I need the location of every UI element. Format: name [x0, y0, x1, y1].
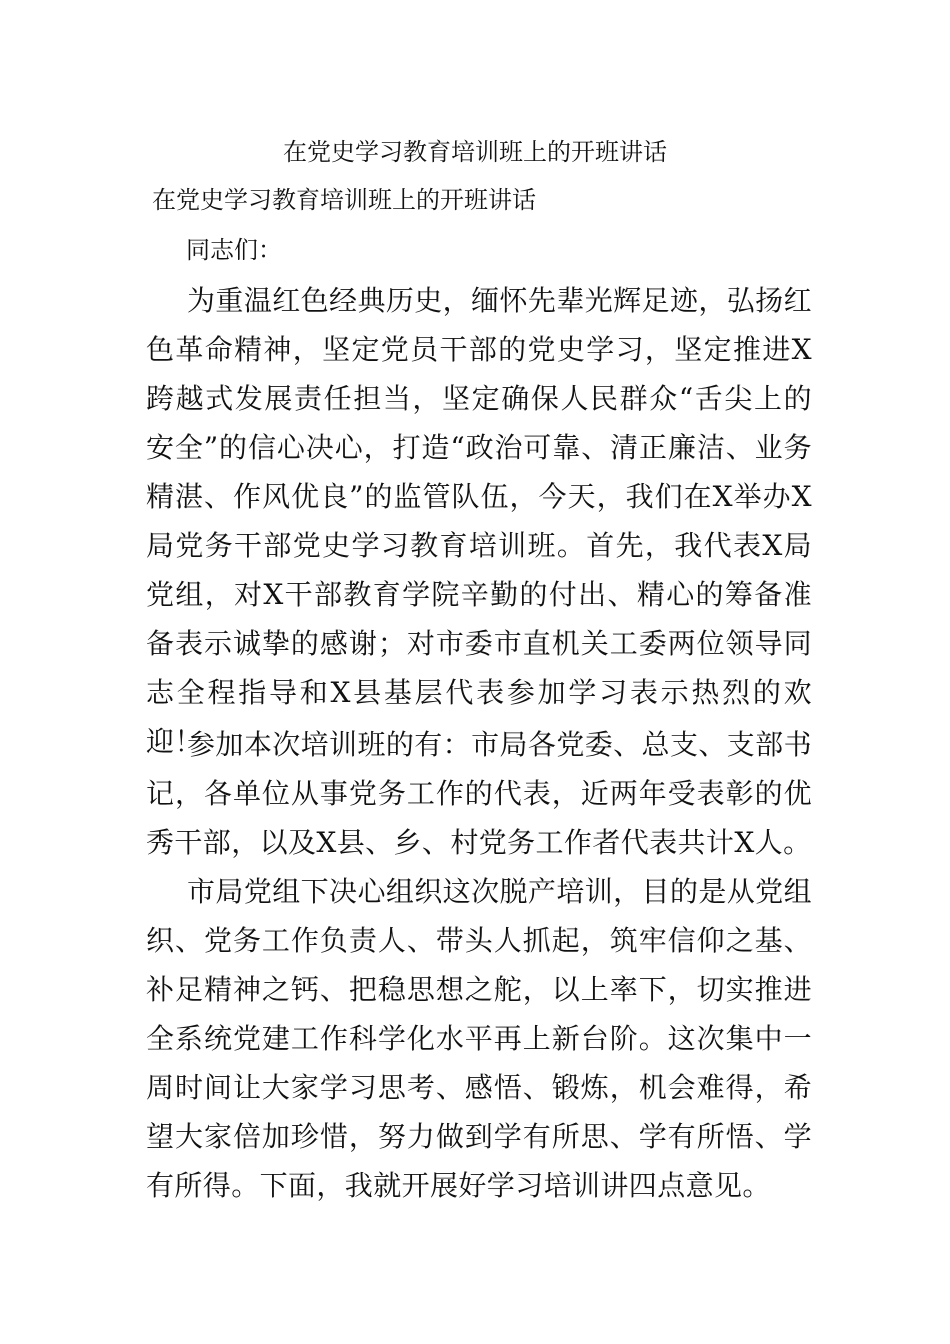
salutation: 同志们： — [186, 236, 282, 264]
paragraph-opening: 为重温红色经典历史，缅怀先辈光辉足迹，弘扬红色革命精神，坚定党员干部的党史学习，坚定推进X跨越式发展责任担当，坚定确保人民群众“舌尖上的安全”的信心决心，打造“政治可靠、清正廉洁、业务精湛、作风优良”的监管队伍，今天，我们在X举办X局党务干部党史学习教育培训班。首先，我代表X局党组，对X干部教育学院辛勤的付出、精心的筹备准备表示诚挚的感谢；对市委市直机关工委两位领导同志全程指导和X县基层代表参加学习表示热烈的欢迎！ — [146, 284, 812, 758]
paragraph-purpose: 市局党组下决心组织这次脱产培训，目的是从党组织、党务工作负责人、带头人抓起，筑牢信仰之基、补足精神之钙、把稳思想之舵，以上率下，切实推进全系统党建工作科学化水平再上新台阶。这次集中一周时间让大家学习思考、感悟、锻炼，机会难得，希望大家倍加珍惜，努力做到学有所思、学有所悟、学有所得。下面，我就开展好学习培训讲四点意见。 — [146, 875, 812, 1202]
paragraph-participants: 参加本次培训班的有：市局各党委、总支、支部书记，各单位从事党务工作的代表，近两年受表彰的优秀干部，以及X县、乡、村党务工作者代表共计X人。 — [146, 728, 812, 859]
document-title: 在党史学习教育培训班上的开班讲话 — [283, 138, 667, 166]
document-subtitle: 在党史学习教育培训班上的开班讲话 — [152, 186, 536, 214]
